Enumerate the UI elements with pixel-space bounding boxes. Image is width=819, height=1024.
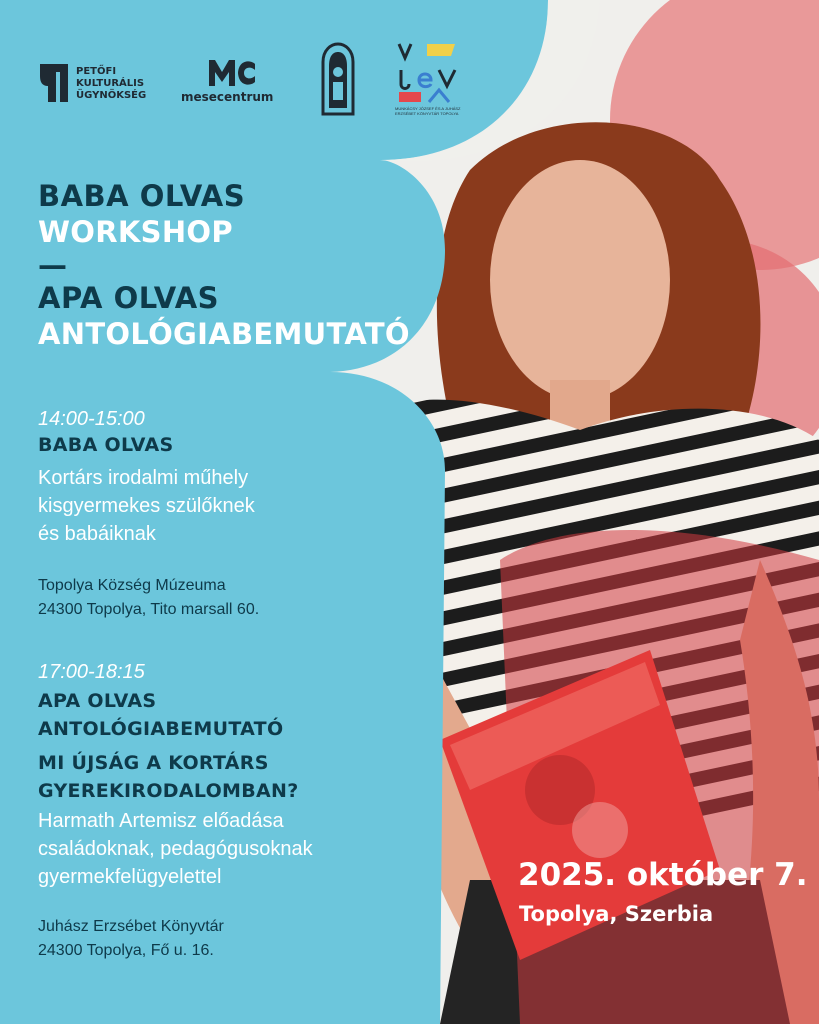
museum-building-icon: [321, 42, 355, 116]
event2-desc-line: családoknak, pedagógusoknak: [38, 838, 313, 860]
person-face: [490, 160, 670, 400]
library-letters-icon: [395, 40, 459, 104]
logo-petofi: [38, 62, 148, 107]
mesecentrum-mark-icon: [209, 60, 255, 86]
event2-topic-line: GYEREKIRODALOMBAN?: [38, 780, 299, 802]
event2-name-line: APA OLVAS: [38, 690, 157, 712]
petofi-pilcrow-icon: [38, 62, 70, 104]
library-caption: MUNKÁCSY JÓZSEF ÉS A JUHÁSZ ERZSÉBET KÖNYVTÁR TOPOLYA: [395, 106, 461, 116]
event2-desc-line: gyermekfelügyelettel: [38, 866, 222, 888]
event1-desc-line: és babáiknak: [38, 523, 156, 545]
logo-library: [395, 40, 465, 120]
title-line3: APA OLVAS: [38, 281, 220, 315]
event1-desc-line: kisgyermekes szülőknek: [38, 495, 255, 517]
event1-venue: [38, 574, 418, 622]
event1-venue-line: Topolya Község Múzeuma: [38, 577, 226, 594]
event2-desc: [38, 807, 418, 891]
event1-venue-line: 24300 Topolya, Tito marsall 60.: [38, 601, 260, 618]
event1-desc-line: Kortárs irodalmi műhely: [38, 467, 249, 489]
event2-block: [38, 661, 418, 963]
event2-name-line: ANTOLÓGIABEMUTATÓ: [38, 718, 284, 740]
mesecentrum-label: mesecentrum: [181, 90, 274, 104]
title-dash: —: [38, 248, 68, 282]
petofi-line3: ÜGYNÖKSÉG: [76, 90, 147, 101]
title-line4: ANTOLÓGIABEMUTATÓ: [38, 317, 410, 351]
petofi-line1: PETŐFI: [76, 66, 117, 77]
event-date: 2025. október 7.: [518, 857, 808, 893]
event2-desc-line: Harmath Artemisz előadása: [38, 810, 284, 832]
event1-time: 14:00-15:00: [38, 408, 145, 430]
event1-desc: [38, 464, 418, 548]
event2-venue-line: Juhász Erzsébet Könyvtár: [38, 918, 224, 935]
event2-topic: [38, 749, 418, 805]
petofi-line2: KULTURÁLIS: [76, 78, 145, 89]
title-line1: BABA OLVAS: [38, 179, 246, 213]
event-location: Topolya, Szerbia: [519, 902, 714, 926]
event1-name: BABA OLVAS: [38, 434, 174, 456]
event2-name: [38, 687, 418, 743]
event2-topic-line: MI ÚJSÁG A KORTÁRS: [38, 752, 269, 774]
title-block: [38, 178, 410, 352]
event1-block: [38, 408, 418, 622]
title-line2: WORKSHOP: [38, 215, 233, 249]
event2-venue-line: 24300 Topolya, Fő u. 16.: [38, 942, 214, 959]
event2-time: 17:00-18:15: [38, 661, 145, 683]
event2-venue: [38, 915, 418, 963]
logo-mesecentrum: [181, 60, 291, 105]
